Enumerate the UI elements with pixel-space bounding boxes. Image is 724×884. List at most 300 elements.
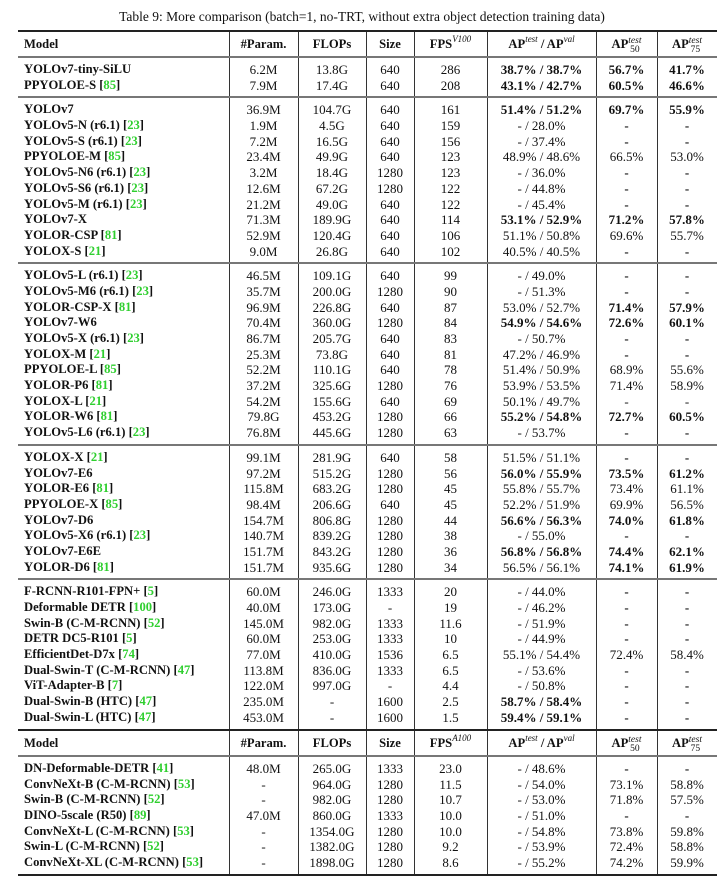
params-cell: 71.3M [246, 212, 281, 228]
params-cell: 453.0M [243, 709, 284, 725]
model-name: PPYOLOE-X [24, 496, 99, 511]
flops-cell: 173.0G [312, 600, 352, 615]
size-cell: 1280 [377, 425, 403, 441]
ref-open-bracket: [ [82, 393, 90, 408]
citation-link[interactable]: 89 [133, 808, 147, 823]
citation-link[interactable]: 81 [104, 227, 118, 242]
ap50-cell: - [624, 808, 629, 824]
citation-link[interactable]: 81 [95, 378, 109, 393]
table-row [18, 663, 717, 679]
citation-link[interactable]: 85 [105, 496, 119, 511]
ap50-cell: 74.2% [609, 855, 644, 871]
ref-close-bracket: ] [109, 559, 114, 574]
ref-close-bracket: ] [106, 346, 111, 361]
model-name: YOLOX-L [24, 393, 83, 408]
citation-link[interactable]: 21 [93, 346, 107, 361]
citation-link[interactable]: 81 [97, 559, 110, 574]
ap75-cell: - [684, 243, 690, 259]
citation-link[interactable]: 7 [111, 678, 119, 693]
ap75-cell: - [684, 425, 690, 441]
model-cell [18, 824, 229, 840]
ap75-superscript: test [688, 36, 702, 46]
fps-cell: 114 [440, 212, 461, 228]
ref-open-bracket: [ [140, 792, 148, 807]
ap-cell: 52.2% / 51.9% [502, 496, 581, 512]
citation-link[interactable]: 21 [90, 449, 104, 464]
ref-open-bracket: [ [170, 776, 178, 791]
model-name: YOLOv5-N6 (r6.1) [24, 165, 127, 180]
ap-cell: 56.0% / 55.9% [500, 465, 583, 481]
model-cell [18, 481, 229, 497]
citation-link[interactable]: 5 [126, 631, 133, 646]
flops-cell: 683.2G [312, 481, 352, 497]
ref-close-bracket: ] [113, 409, 118, 424]
flops-cell: 16.5G [315, 133, 349, 149]
header-block [18, 731, 717, 755]
ap75-cell: 59.9% [670, 855, 704, 871]
citation-link[interactable]: 23 [131, 180, 144, 195]
column-divider [487, 58, 488, 96]
params-cell: 25.3M [246, 346, 281, 362]
model-cell [18, 839, 229, 855]
model-cell [18, 149, 229, 165]
model-name: YOLOR-CSP [24, 227, 98, 242]
column-divider [657, 757, 658, 874]
ref-open-bracket: [ [111, 299, 119, 314]
ap-cell: - / 44.8% [517, 180, 566, 196]
citation-link[interactable]: 85 [108, 149, 121, 164]
flops-cell: 836.0G [312, 662, 352, 678]
table-row [18, 284, 717, 300]
flops-cell: 104.7G [312, 102, 352, 118]
citation-link[interactable]: 52 [147, 839, 160, 854]
params-cell: 140.7M [243, 528, 284, 544]
citation-link[interactable]: 21 [89, 393, 103, 408]
size-cell: 1280 [377, 776, 403, 792]
table-row [18, 694, 717, 710]
params-cell: 37.2M [246, 378, 281, 394]
ref-open-bracket: [ [89, 559, 98, 574]
header-flops: FLOPs [312, 37, 352, 51]
model-cell [18, 678, 229, 694]
fps-cell: 10.0 [439, 808, 462, 824]
model-cell [18, 663, 229, 679]
header-block [18, 32, 717, 56]
model-name: YOLOv7-X [24, 212, 87, 227]
table-row [18, 181, 717, 197]
citation-link[interactable]: 5 [147, 584, 154, 599]
ref-open-bracket: [ [119, 118, 128, 133]
size-cell: 640 [380, 496, 400, 512]
citation-link[interactable]: 85 [103, 77, 117, 92]
model-cell [18, 466, 229, 482]
citation-link[interactable]: 47 [177, 662, 191, 677]
citation-link[interactable]: 23 [125, 268, 139, 283]
citation-link[interactable]: 52 [147, 615, 161, 630]
ap50-cell: 73.4% [609, 481, 644, 497]
column-divider [487, 580, 488, 728]
fps-cell: 2.5 [442, 694, 459, 710]
citation-link[interactable]: 23 [127, 118, 140, 133]
citation-link[interactable]: 21 [88, 243, 102, 258]
column-divider [298, 32, 299, 56]
ap75-cell: 55.6% [670, 362, 704, 378]
model-name: ConvNeXt-L (C-M-RCNN) [24, 823, 170, 838]
ref-close-bracket: ] [134, 647, 140, 662]
table-row [18, 244, 717, 260]
table-row [18, 647, 717, 663]
citation-link[interactable]: 53 [186, 855, 199, 870]
citation-link[interactable]: 47 [139, 694, 153, 709]
header-ap50 [596, 731, 657, 755]
size-cell: 1280 [377, 512, 403, 528]
size-cell: - [387, 600, 393, 615]
model-name: ViT-Adapter-B [24, 678, 105, 693]
ap-cell: - / 48.6% [517, 761, 566, 776]
fps-cell: 69 [444, 393, 457, 409]
model-name: DINO-5scale (R50) [24, 808, 127, 823]
table-row [18, 378, 717, 394]
size-cell: 1280 [377, 180, 403, 196]
fps-cell: 56 [444, 465, 457, 481]
fps-cell: 122 [440, 180, 461, 196]
ap-cell: 51.1% / 50.8% [502, 227, 581, 243]
size-cell: 1280 [377, 855, 403, 871]
ap50-cell: 74.0% [608, 512, 645, 528]
citation-link[interactable]: 81 [100, 409, 114, 424]
params-cell: 79.8G [247, 409, 280, 425]
ref-open-bracket: [ [178, 855, 187, 870]
ap75-cell: - [684, 584, 690, 600]
citation-link[interactable]: 23 [132, 425, 146, 440]
ap50-cell: 74.4% [608, 543, 645, 559]
ap75-cell: - [684, 449, 690, 465]
column-divider [229, 264, 230, 444]
flops-cell: 453.2G [312, 409, 352, 425]
ap75-cell: 57.9% [669, 299, 705, 315]
ap50-cell: 56.7% [608, 62, 645, 77]
ref-close-bracket: ] [160, 615, 165, 630]
params-cell: - [261, 823, 266, 839]
flops-cell: 515.2G [312, 465, 352, 481]
ap75-cell: - [684, 528, 690, 544]
table-row [18, 165, 717, 181]
ref-open-bracket: [ [88, 378, 96, 393]
ap75-cell: - [684, 393, 690, 409]
ref-close-bracket: ] [118, 678, 123, 693]
ap50-cell: 66.5% [609, 149, 644, 165]
model-cell [18, 315, 229, 331]
ap75-cell: - [684, 133, 690, 149]
model-name: PPYOLOE-M [24, 149, 101, 164]
header-ap50 [596, 32, 657, 56]
model-name: F-RCNN-R101-FPN+ [24, 584, 141, 599]
flops-cell: 246.0G [312, 584, 352, 600]
column-divider [596, 264, 597, 444]
params-cell: 52.2M [246, 362, 281, 378]
model-cell [18, 647, 229, 663]
model-name: YOLOv5-X6 (r6.1) [24, 528, 127, 543]
ap-cell: - / 28.0% [517, 118, 566, 134]
fps-cell: 20 [444, 584, 457, 600]
column-divider [487, 98, 488, 262]
ap50-cell: - [624, 196, 629, 212]
ap50-cell: - [624, 331, 629, 346]
citation-link[interactable]: 23 [133, 528, 147, 543]
flops-cell: 982.0G [312, 615, 352, 631]
ap50-cell: - [624, 449, 629, 465]
params-cell: 60.0M [246, 631, 281, 647]
fps-cell: 8.6 [442, 855, 459, 871]
column-divider [596, 580, 597, 728]
model-cell [18, 584, 229, 600]
ap-cell: 53.9% / 53.5% [502, 378, 581, 394]
params-cell: 70.4M [246, 315, 281, 331]
params-cell: 7.2M [249, 133, 278, 149]
ref-open-bracket: [ [126, 528, 134, 543]
model-cell [18, 616, 229, 632]
model-cell [18, 560, 229, 576]
citation-link[interactable]: 53 [177, 823, 190, 838]
ap-cell: 43.1% / 42.7% [500, 77, 583, 93]
params-cell: 9.0M [249, 243, 278, 259]
ref-close-bracket: ] [190, 662, 195, 677]
flops-cell: 445.6G [312, 425, 352, 441]
bottom-rule [18, 874, 717, 876]
citation-link[interactable]: 23 [125, 133, 138, 148]
flops-cell: - [329, 694, 335, 710]
column-divider [229, 98, 230, 262]
ref-close-bracket: ] [108, 378, 113, 393]
ap-cell: 50.1% / 49.7% [502, 393, 581, 409]
ap75-cell: - [684, 165, 690, 181]
ap75-cell: 61.1% [670, 481, 704, 497]
column-divider [414, 58, 415, 96]
fps-cell: 78 [444, 362, 457, 378]
table-row [18, 855, 717, 871]
citation-link[interactable]: 23 [127, 331, 140, 345]
column-divider [596, 98, 597, 262]
header-ap [487, 32, 596, 56]
citation-link[interactable]: 52 [147, 792, 161, 807]
ap75-cell: - [684, 331, 690, 346]
ap50-base: AP [611, 37, 629, 51]
size-cell: 1280 [377, 839, 403, 855]
column-divider [366, 731, 367, 755]
ref-close-bracket: ] [160, 792, 165, 807]
model-name: YOLOv7-D6 [24, 512, 94, 527]
ref-open-bracket: [ [96, 362, 105, 377]
citation-link[interactable]: 47 [138, 709, 152, 724]
citation-link[interactable]: 74 [122, 647, 135, 662]
header-size: Size [379, 37, 401, 51]
row-group [18, 757, 717, 874]
ref-close-bracket: ] [142, 196, 147, 211]
flops-cell: 73.8G [315, 346, 349, 362]
flops-cell: 49.0G [315, 196, 349, 212]
size-cell: 640 [380, 196, 400, 212]
table-row [18, 600, 717, 616]
ap-test-base: AP [508, 37, 526, 51]
ap-cell: - / 53.0% [517, 792, 566, 808]
size-cell: 640 [380, 268, 400, 284]
table-row [18, 824, 717, 840]
citation-link[interactable]: 23 [136, 283, 149, 298]
ap75-cell: - [684, 761, 690, 776]
ref-open-bracket: [ [126, 165, 134, 180]
flops-cell: 49.9G [315, 149, 349, 165]
model-cell [18, 792, 229, 808]
citation-link[interactable]: 53 [177, 776, 191, 791]
ap-cell: 51.4% / 51.2% [500, 102, 583, 118]
ref-close-bracket: ] [116, 77, 121, 92]
ap50-cell: - [624, 283, 629, 299]
ap50-cell: - [624, 631, 629, 647]
table-row [18, 631, 717, 647]
ap-cell: 38.7% / 38.7% [500, 62, 583, 77]
ap-val-superscript: val [563, 733, 575, 743]
ap-cell: - / 54.0% [517, 776, 566, 792]
flops-cell: 206.6G [312, 496, 352, 512]
model-cell [18, 228, 229, 244]
ap-val-base: AP [546, 736, 564, 750]
fps-cell: 84 [444, 315, 457, 331]
ref-close-bracket: ] [159, 839, 164, 854]
fps-cell: 208 [440, 77, 461, 93]
column-divider [366, 580, 367, 728]
column-divider [229, 58, 230, 96]
params-cell: 47.0M [246, 808, 281, 824]
params-cell: 23.4M [246, 149, 281, 165]
table-row [18, 197, 717, 213]
table-row [18, 300, 717, 316]
fps-cell: 11.6 [439, 615, 462, 631]
column-divider [596, 32, 597, 56]
ref-open-bracket: [ [97, 227, 105, 242]
column-divider [657, 580, 658, 728]
ap50-cell: - [624, 180, 629, 196]
ap-cell: 40.5% / 40.5% [502, 243, 581, 259]
ap75-cell: 60.1% [669, 315, 705, 331]
citation-link[interactable]: 23 [129, 196, 143, 211]
flops-cell: 360.0G [312, 315, 352, 331]
fps-base: FPS [429, 37, 453, 51]
ap75-base: AP [672, 736, 689, 750]
ap50-cell: 73.1% [609, 776, 644, 792]
size-cell: 640 [380, 227, 400, 243]
ap-cell: - / 49.0% [517, 268, 566, 284]
size-cell: 1280 [377, 283, 403, 299]
ref-open-bracket: [ [149, 761, 157, 775]
size-cell: 1333 [377, 584, 403, 600]
ref-open-bracket: [ [125, 600, 134, 614]
flops-cell: 964.0G [312, 776, 352, 792]
ap-cell: - / 53.7% [517, 425, 566, 441]
model-name: YOLOX-M [24, 346, 87, 361]
params-cell: 48.0M [246, 761, 281, 776]
model-cell [18, 600, 229, 616]
citation-link[interactable]: 23 [133, 165, 147, 180]
table-row [18, 315, 717, 331]
ref-close-bracket: ] [190, 776, 195, 791]
size-cell: 1280 [377, 378, 403, 394]
ref-close-bracket: ] [169, 761, 174, 775]
params-cell: 3.2M [249, 165, 278, 181]
column-divider [298, 58, 299, 96]
row-group [18, 264, 717, 444]
size-cell: 640 [380, 331, 400, 346]
fps-cell: 161 [440, 102, 461, 118]
params-cell: 6.2M [249, 62, 278, 77]
column-divider [414, 731, 415, 755]
flops-cell: 325.6G [312, 378, 352, 394]
size-cell: 1280 [377, 409, 403, 425]
ap50-cell: - [624, 425, 629, 441]
size-cell: 1333 [377, 615, 403, 631]
citation-link[interactable]: 85 [104, 362, 117, 377]
citation-link[interactable]: 81 [118, 299, 132, 314]
citation-link[interactable]: 81 [96, 481, 110, 496]
ap50-cell: 69.9% [609, 496, 644, 512]
model-cell [18, 808, 229, 824]
model-name: YOLOR-E6 [24, 481, 90, 496]
ref-close-bracket: ] [118, 496, 123, 511]
ap-cell: - / 51.3% [517, 283, 566, 299]
ap50-cell: 73.5% [608, 465, 645, 481]
ref-close-bracket: ] [116, 362, 121, 377]
fps-cell: 10.7 [439, 792, 462, 808]
ref-open-bracket: [ [89, 481, 97, 496]
ref-open-bracket: [ [117, 133, 126, 148]
citation-link[interactable]: 41 [156, 761, 170, 775]
size-cell: 640 [380, 449, 400, 465]
ref-open-bracket: [ [139, 839, 148, 854]
table-row [18, 710, 717, 726]
fps-cell: 159 [440, 118, 461, 134]
ap75-cell: 61.8% [669, 512, 705, 528]
citation-link[interactable]: 100 [133, 600, 153, 614]
ap50-cell: 71.2% [608, 212, 645, 228]
model-name: Swin-B (C-M-RCNN) [24, 792, 141, 807]
ap50-subscript: 50 [630, 45, 640, 55]
size-cell: 1280 [377, 559, 403, 575]
ap-cell: - / 44.0% [517, 584, 566, 600]
params-cell: 86.7M [246, 331, 281, 346]
ap50-cell: 71.8% [609, 792, 644, 808]
model-cell [18, 134, 229, 150]
ap75-cell: - [684, 118, 690, 134]
fps-cell: 81 [444, 346, 457, 362]
size-cell: 640 [380, 118, 400, 134]
ap50-cell: 68.9% [609, 362, 644, 378]
table-row [18, 761, 717, 777]
params-cell: 46.5M [246, 268, 281, 284]
comparison-table-a100 [18, 729, 717, 876]
model-name: YOLOR-CSP-X [24, 299, 112, 314]
model-cell [18, 62, 229, 78]
column-divider [298, 98, 299, 262]
flops-cell: 1898.0G [309, 855, 355, 871]
ref-close-bracket: ] [139, 331, 144, 345]
ap-cell: 58.7% / 58.4% [500, 694, 583, 710]
ref-close-bracket: ] [120, 149, 126, 164]
ap50-cell: 72.4% [609, 647, 644, 663]
ap75-cell: 58.4% [670, 647, 704, 663]
ap75-cell: 55.9% [669, 102, 705, 118]
model-name: YOLOR-W6 [24, 409, 94, 424]
fps-superscript: A100 [452, 733, 472, 743]
flops-cell: 935.6G [312, 559, 352, 575]
